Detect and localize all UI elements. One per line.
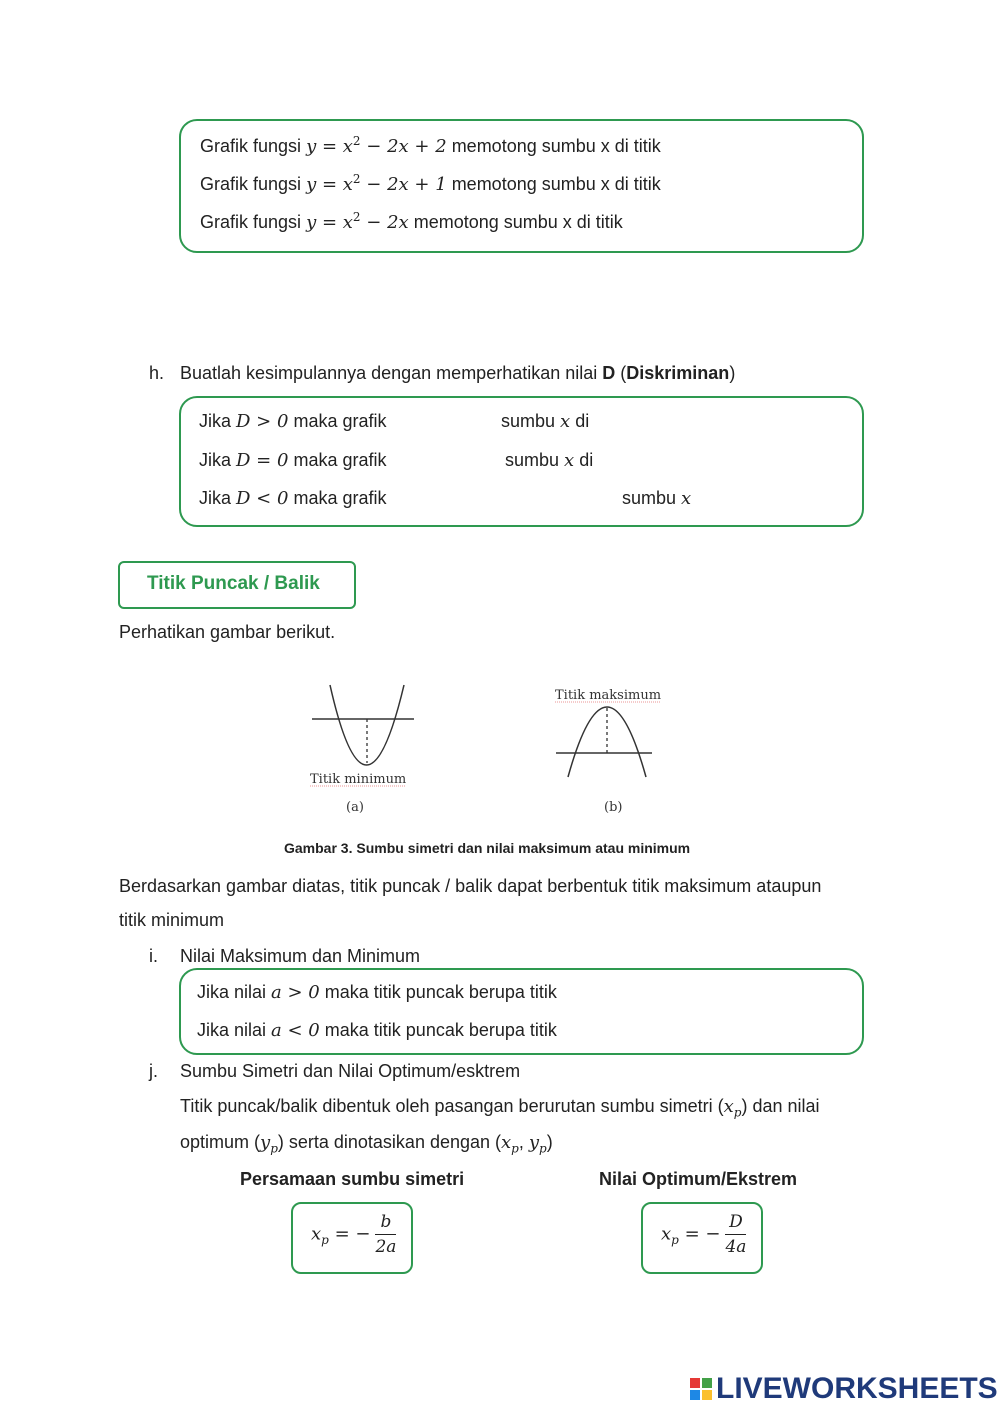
section-h-text: Buatlah kesimpulannya dengan memperhatikan nilai D (Diskriminan) xyxy=(180,363,736,383)
discriminant-line-3: Jika D < 0 maka grafik xyxy=(199,488,387,509)
symmetry-formula: $x_p$ = − $\frac{b}{2a}$ xyxy=(311,1212,397,1257)
optimum-formula: $x_p$ = − $\frac{D}{4a}$ xyxy=(661,1212,747,1257)
label-max: Titik maksimum xyxy=(555,688,662,703)
section-i-marker: i. xyxy=(149,946,158,966)
list-marker: h. xyxy=(149,363,165,383)
fraction-b-over-2a: $\frac{b}{2a}$ xyxy=(375,1212,397,1257)
section-j-desc-2: optimum $(y_p)$ serta dinotasikan dengan ($x_p$, $y_p$) xyxy=(180,1132,553,1156)
discriminant-line-2: Jika D = 0 maka grafik xyxy=(199,450,387,471)
section-j-title: Sumbu Simetri dan Nilai Optimum/esktrem xyxy=(180,1061,521,1081)
logo-icon xyxy=(690,1378,712,1400)
section-i-title: Nilai Maksimum dan Minimum xyxy=(180,946,421,966)
function-line-1: Grafik fungsi $y = x^2 - 2x + 2$ memotong sumbu x di titik xyxy=(200,134,661,157)
section-title: Titik Puncak / Balik xyxy=(147,573,320,594)
logo-text: LIVEWORKSHEETS xyxy=(716,1372,998,1405)
label-a: (a) xyxy=(346,800,364,815)
function-line-2: Grafik fungsi $y = x^2 - 2x + 1$ memotong sumbu x di titik xyxy=(200,172,661,195)
fraction-d-over-4a: $\frac{D}{4a}$ xyxy=(725,1212,747,1257)
discriminant-tail-2: sumbu x di xyxy=(505,450,594,471)
label-min: Titik minimum xyxy=(310,772,407,787)
intro-text: Perhatikan gambar berikut. xyxy=(119,622,336,642)
max-min-line-2: Jika nilai a < 0 maka titik puncak berupa titik xyxy=(197,1020,557,1041)
paragraph-line-1: Berdasarkan gambar diatas, titik puncak / balik dapat berbentuk titik maksimum ataupun xyxy=(119,876,822,896)
liveworksheets-logo[interactable] xyxy=(690,1372,998,1406)
discriminant-tail-1: sumbu x di xyxy=(501,411,590,432)
section-j-desc-1: Titik puncak/balik dibentuk oleh pasangan berurutan sumbu simetri $(x_p)$ dan nilai xyxy=(180,1096,820,1120)
parabola-max-curve xyxy=(568,707,646,777)
discriminant-tail-3: sumbu x xyxy=(622,488,692,509)
section-h-heading xyxy=(149,363,164,384)
parabola-figure xyxy=(0,675,999,855)
label-b: (b) xyxy=(604,800,623,815)
discriminant-line-1: Jika D > 0 maka grafik xyxy=(199,411,387,432)
function-line-3: Grafik fungsi $y = x^2 - 2x$ memotong sumbu x di titik xyxy=(200,210,623,233)
paragraph-line-2: titik minimum xyxy=(119,910,225,930)
symmetry-heading: Persamaan sumbu simetri xyxy=(240,1169,465,1189)
max-min-line-1: Jika nilai a > 0 maka titik puncak berupa titik xyxy=(197,982,557,1003)
figure-caption: Gambar 3. Sumbu simetri dan nilai maksimum atau minimum xyxy=(284,840,691,856)
section-j-marker: j. xyxy=(149,1061,158,1081)
optimum-heading: Nilai Optimum/Ekstrem xyxy=(599,1169,798,1189)
